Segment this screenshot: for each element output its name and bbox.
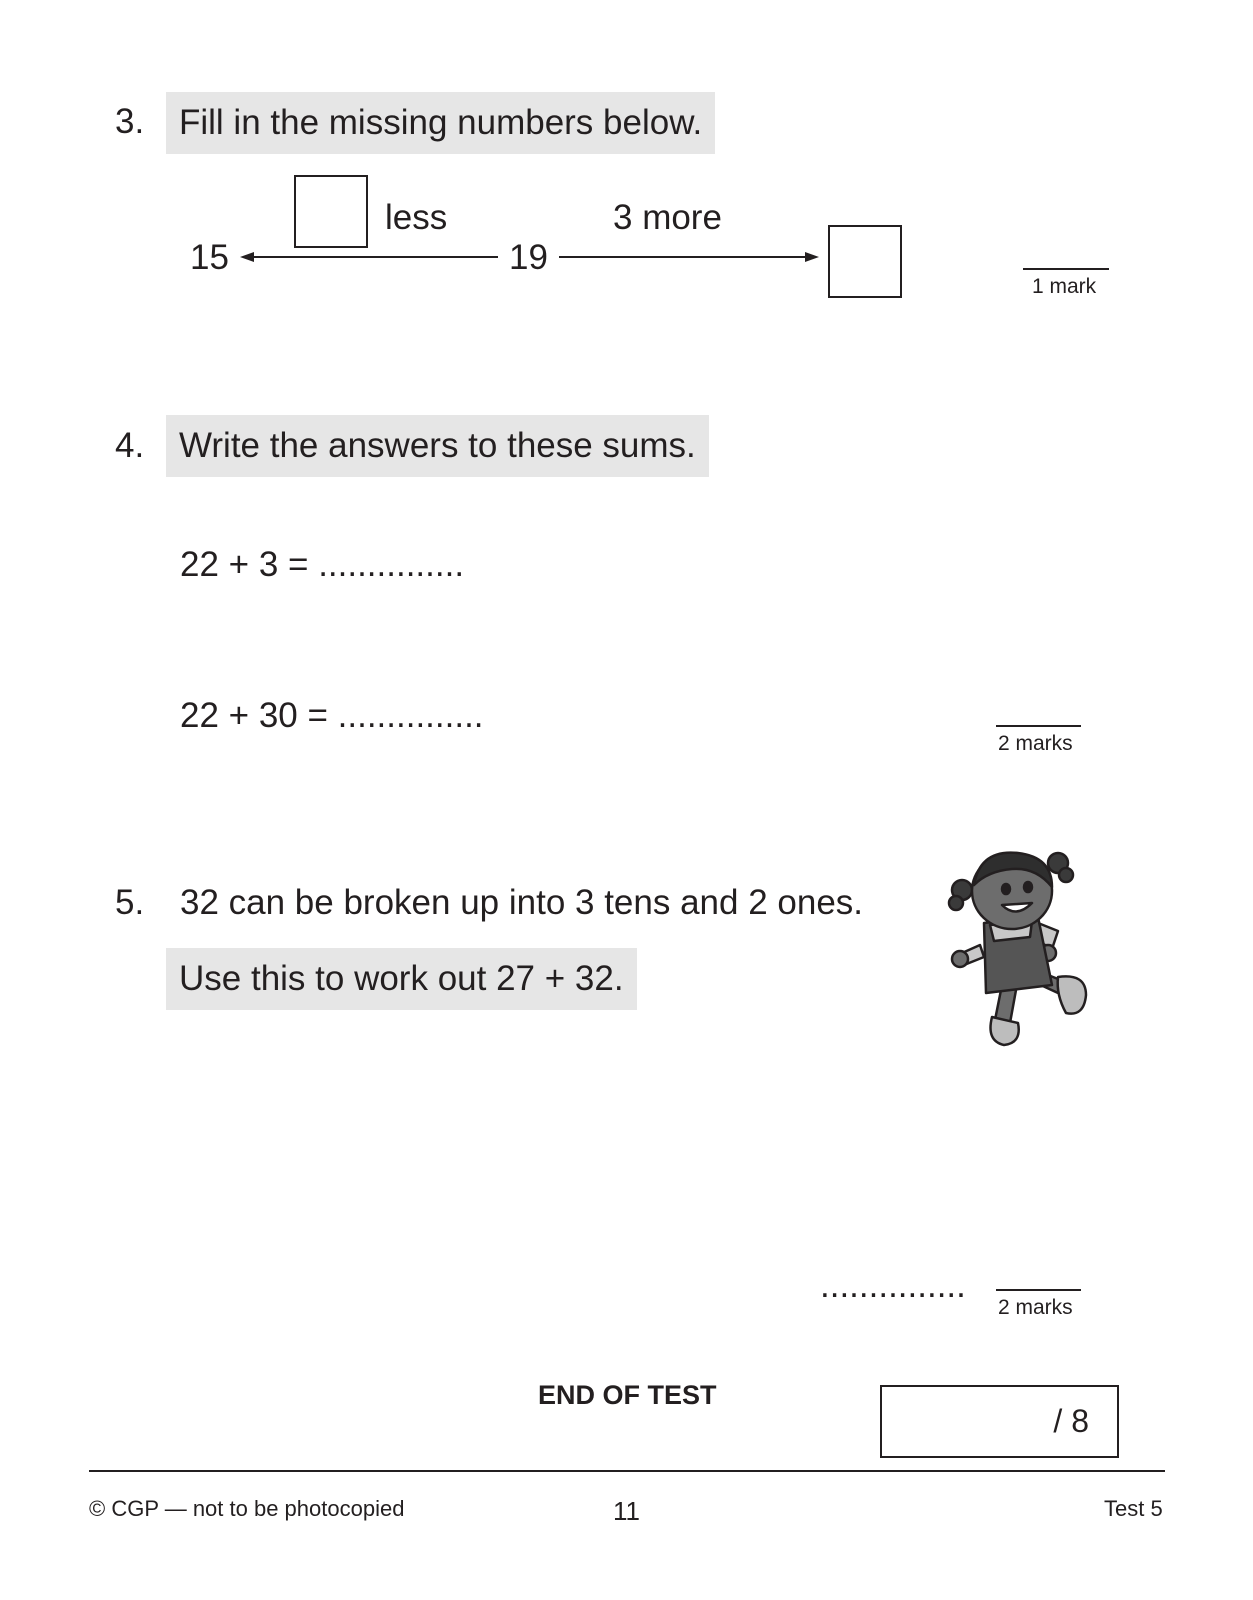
more-label: 3 more — [613, 198, 722, 237]
question-5-number: 5. — [115, 883, 145, 922]
page-number: 11 — [613, 1496, 640, 1526]
mark-line-q4 — [996, 725, 1081, 727]
question-5-prompt: Use this to work out 27 + 32. — [166, 948, 637, 1010]
answer-blank[interactable]: ............... — [318, 545, 465, 584]
running-girl-illustration — [940, 845, 1100, 1055]
missing-number-box-more[interactable] — [828, 225, 902, 298]
score-box[interactable] — [880, 1385, 1119, 1458]
sum-expression: 22 + 3 = — [180, 545, 309, 584]
footer-test-name: Test 5 — [1104, 1496, 1163, 1521]
start-number: 15 — [190, 238, 229, 277]
mark-line-q5 — [996, 1289, 1081, 1291]
arrow-right-head-icon — [805, 252, 819, 262]
footer-copyright: © CGP — not to be photocopied — [89, 1496, 405, 1521]
mark-label-q5: 2 marks — [998, 1296, 1073, 1319]
answer-blank[interactable]: ............... — [820, 1266, 966, 1305]
less-label: less — [385, 198, 448, 237]
sum-expression: 22 + 30 = — [180, 696, 328, 735]
missing-number-box-less[interactable] — [294, 175, 368, 248]
score-total: / 8 — [1053, 1403, 1089, 1439]
middle-number: 19 — [509, 238, 548, 277]
sum-row — [180, 545, 464, 585]
arrow-right-line — [559, 256, 807, 258]
sum-row — [180, 696, 484, 736]
mark-label-q4: 2 marks — [998, 732, 1073, 755]
arrow-left-line — [252, 256, 498, 258]
question-4-prompt: Write the answers to these sums. — [166, 415, 709, 477]
question-3-prompt: Fill in the missing numbers below. — [166, 92, 715, 154]
answer-blank[interactable]: ............... — [337, 696, 484, 735]
end-of-test-label: END OF TEST — [538, 1380, 717, 1410]
question-4-number: 4. — [115, 426, 145, 465]
mark-line-q3 — [1023, 268, 1109, 270]
footer-divider — [89, 1470, 1165, 1472]
question-5-statement: 32 can be broken up into 3 tens and 2 ones. — [180, 883, 864, 922]
question-3-number: 3. — [115, 102, 145, 141]
mark-label-q3: 1 mark — [1032, 275, 1097, 298]
